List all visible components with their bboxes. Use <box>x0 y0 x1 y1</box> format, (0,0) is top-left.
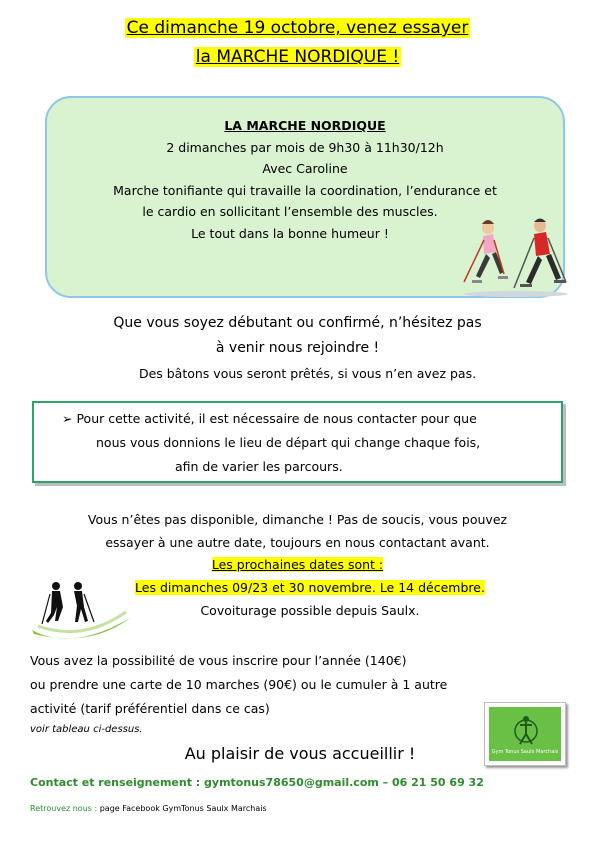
invite-line-1: Que vous soyez débutant ou confirmé, n’hésitez pas <box>113 315 482 331</box>
pricing-line-1: Vous avez la possibilité de vous inscrire pour l’année (140€) <box>30 653 407 668</box>
dates-list: Les dimanches 09/23 et 30 novembre. Le 14 décembre. <box>135 580 485 595</box>
dates-heading-row <box>0 557 595 572</box>
social-line <box>30 804 267 813</box>
title-line-1: Ce dimanche 19 octobre, venez essayer <box>126 18 469 38</box>
silhouette-walkers-illustration <box>28 578 134 644</box>
pricing-line-2: ou prendre une carte de 10 marches (90€) ou le cumuler à 1 autre <box>30 677 448 692</box>
pricing-note: voir tableau ci-dessus. <box>30 724 143 735</box>
info-heading: LA MARCHE NORDIQUE <box>224 118 386 133</box>
notice-line-2: nous vous donnions le lieu de départ qui change chaque fois, <box>96 435 481 450</box>
info-instructor: Avec Caroline <box>262 161 348 176</box>
notice-line-3: afin de varier les parcours. <box>175 459 343 474</box>
nordic-walkers-illustration <box>458 214 576 298</box>
info-mood: Le tout dans la bonne humeur ! <box>191 225 389 241</box>
notice-text-1: Pour cette activité, il est nécessaire de nous contacter pour que <box>76 411 477 426</box>
dates-carpool: Covoiturage possible depuis Saulx. <box>200 603 420 618</box>
info-desc-1: Marche tonifiante qui travaille la coordination, l’endurance et <box>113 182 497 198</box>
social-label: Retrouvez nous : <box>30 804 98 813</box>
dates-line-1: Vous n’êtes pas disponible, dimanche ! Pas de soucis, vous pouvez <box>87 512 508 527</box>
arrow-bullet-icon: ➢ <box>62 411 73 426</box>
contact-line: Contact et renseignement : gymtonus78650@gmail.com – 06 21 50 69 32 <box>30 776 484 789</box>
dates-line-2: essayer à une autre date, toujours en nous contactant avant. <box>105 535 490 550</box>
title-line-2: la MARCHE NORDIQUE ! <box>195 47 400 67</box>
logo-text: Gym Tonus Saulx Marchais <box>491 749 559 755</box>
dates-heading: Les prochaines dates sont : <box>211 557 384 572</box>
notice-line-1 <box>62 411 562 426</box>
invite-line-2: à venir nous rejoindre ! <box>215 340 380 356</box>
info-schedule: 2 dimanches par mois de 9h30 à 11h30/12h <box>166 139 444 155</box>
invite-line-3: Des bâtons vous seront prêtés, si vous n’en avez pas. <box>138 366 477 381</box>
info-desc-2: le cardio en sollicitant l’ensemble des muscles. <box>142 204 438 219</box>
facebook-page-text: page Facebook GymTonus Saulx Marchais <box>97 804 267 813</box>
closing-line: Au plaisir de vous accueillir ! <box>184 744 416 763</box>
pricing-line-3: activité (tarif préférentiel dans ce cas) <box>30 701 270 716</box>
